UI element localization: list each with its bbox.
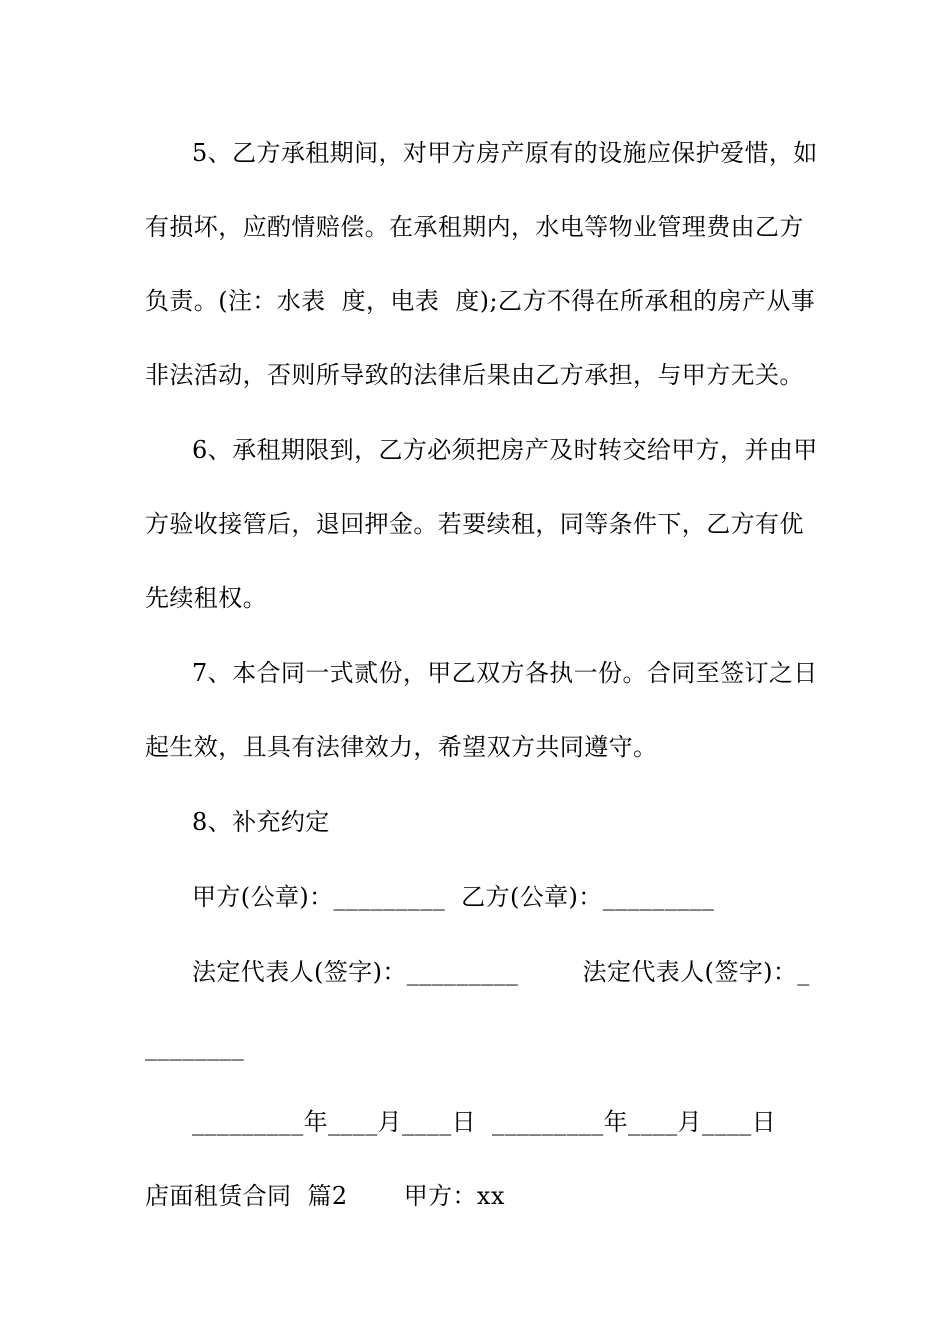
legal-rep-signature-line: 法定代表人(签字)：_________ 法定代表人(签字)：_	[192, 958, 810, 986]
date-line: _________年____月____日 _________年____月____日	[192, 1108, 777, 1136]
clause-6-line-1: 6、承租期限到，乙方必须把房产及时转交给甲方，并由甲	[192, 436, 818, 464]
party-seal-line: 甲方(公章)：_________ 乙方(公章)：_________	[192, 883, 715, 911]
legal-rep-signature-continuation: ________	[145, 1033, 245, 1061]
clause-7-line-2: 起生效，且具有法律效力，希望双方共同遵守。	[145, 733, 658, 761]
clause-5-line-4: 非法活动，否则所导致的法律后果由乙方承担，与甲方无关。	[145, 361, 804, 389]
clause-5-line-3: 负责。(注：水表 度，电表 度);乙方不得在所承租的房产从事	[145, 287, 816, 315]
clause-7-line-1: 7、本合同一式贰份，甲乙双方各执一份。合同至签订之日	[192, 659, 818, 687]
clause-6-line-3: 先续租权。	[145, 584, 267, 612]
clause-6-line-2: 方验收接管后，退回押金。若要续租，同等条件下，乙方有优	[145, 510, 804, 538]
next-contract-heading: 店面租赁合同 篇2 甲方：xx	[145, 1182, 505, 1210]
clause-5-line-1: 5、乙方承租期间，对甲方房产原有的设施应保护爱惜，如	[192, 139, 818, 167]
clause-8-heading: 8、补充约定	[192, 808, 330, 836]
clause-5-line-2: 有损坏，应酌情赔偿。在承租期内，水电等物业管理费由乙方	[145, 213, 804, 241]
